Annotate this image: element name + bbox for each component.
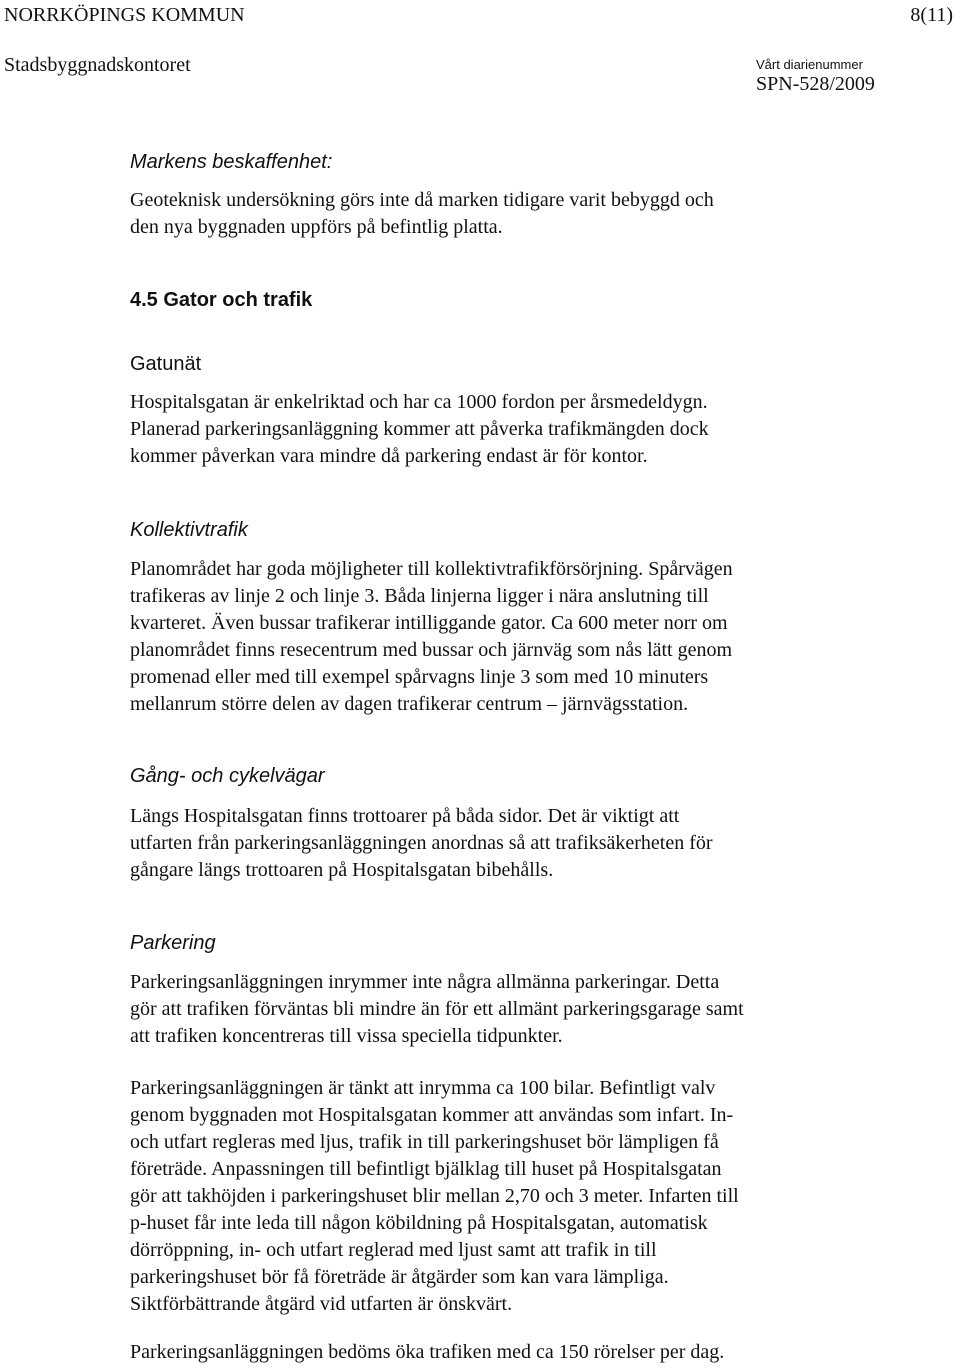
office-name: Stadsbyggnadskontoret [4,54,191,76]
paragraph-gang-och-cykelvagar: Längs Hospitalsgatan finns trottoarer på båda sidor. Det är viktigt att utfarten från parkeringsanläggningen anordnas så att trafiksäkerheten för gångare längs trottoaren på Hospitalsgatan bibehålls. [130,805,713,881]
heading-gatunat: Gatunät [130,353,202,375]
diary-number: SPN-528/2009 [756,73,875,95]
heading-parkering: Parkering [130,932,216,954]
paragraph-markens: Geoteknisk undersökning görs inte då marken tidigare varit bebyggd och den nya byggnaden uppförs på befintlig platta. [130,189,714,238]
paragraph-parkering-3: Parkeringsanläggningen bedöms öka trafiken med ca 150 rörelser per dag. [130,1341,725,1363]
heading-gang-och-cykelvagar: Gång- och cykelvägar [130,765,325,787]
page-number: 8(11) [910,4,953,26]
diary-number-label: Vårt diarienummer [756,57,863,72]
paragraph-parkering-2: Parkeringsanläggningen är tänkt att inrymma ca 100 bilar. Befintligt valv genom byggnaden mot Hospitalsgatan kommer att användas som infart. In- och utfart regleras med ljus, trafik in till parkeringshuset bör lämpligen få företräde. Anpassningen till befintligt bjälklag till huset på Hospitalsgatan gör att takhöjden i parkeringshuset blir mellan 2,70 och 3 meter. Infarten till p-huset får inte leda till någon köbildning på Hospitalsgatan, automatisk dörröppning, in- och utfart reglerad med ljust samt att trafik in till parkeringshuset bör få företräde är åtgärder som kan vara lämpliga. Siktförbättrande åtgärd vid utfarten är önskvärt. [130,1077,739,1315]
organization-name: NORRKÖPINGS KOMMUN [4,4,245,26]
heading-markens-beskaffenhet: Markens beskaffenhet: [130,151,333,173]
heading-gator-och-trafik: 4.5 Gator och trafik [130,289,313,311]
paragraph-parkering-1: Parkeringsanläggningen inrymmer inte några allmänna parkeringar. Detta gör att trafiken förväntas bli mindre än för ett allmänt parkeringsgarage samt att trafiken koncentreras till vissa speciella tidpunkter. [130,971,744,1047]
paragraph-gatunat: Hospitalsgatan är enkelriktad och har ca 1000 fordon per årsmedeldygn. Planerad parkeringsanläggning kommer att påverka trafikmängden dock kommer påverkan vara mindre då parkering endast är för kontor. [130,391,709,467]
paragraph-kollektivtrafik: Planområdet har goda möjligheter till kollektivtrafikförsörjning. Spårvägen trafikeras av linje 2 och linje 3. Båda linjerna ligger i nära anslutning till kvarteret. Även bussar trafikerar intilliggande gator. Ca 600 meter norr om planområdet finns resecentrum med bussar och järnväg som nås lätt genom promenad eller med till exempel spårvagns linje 3 som med 10 minuters mellanrum större delen av dagen trafikerar centrum – järnvägsstation. [130,558,733,715]
heading-kollektivtrafik: Kollektivtrafik [130,519,248,541]
